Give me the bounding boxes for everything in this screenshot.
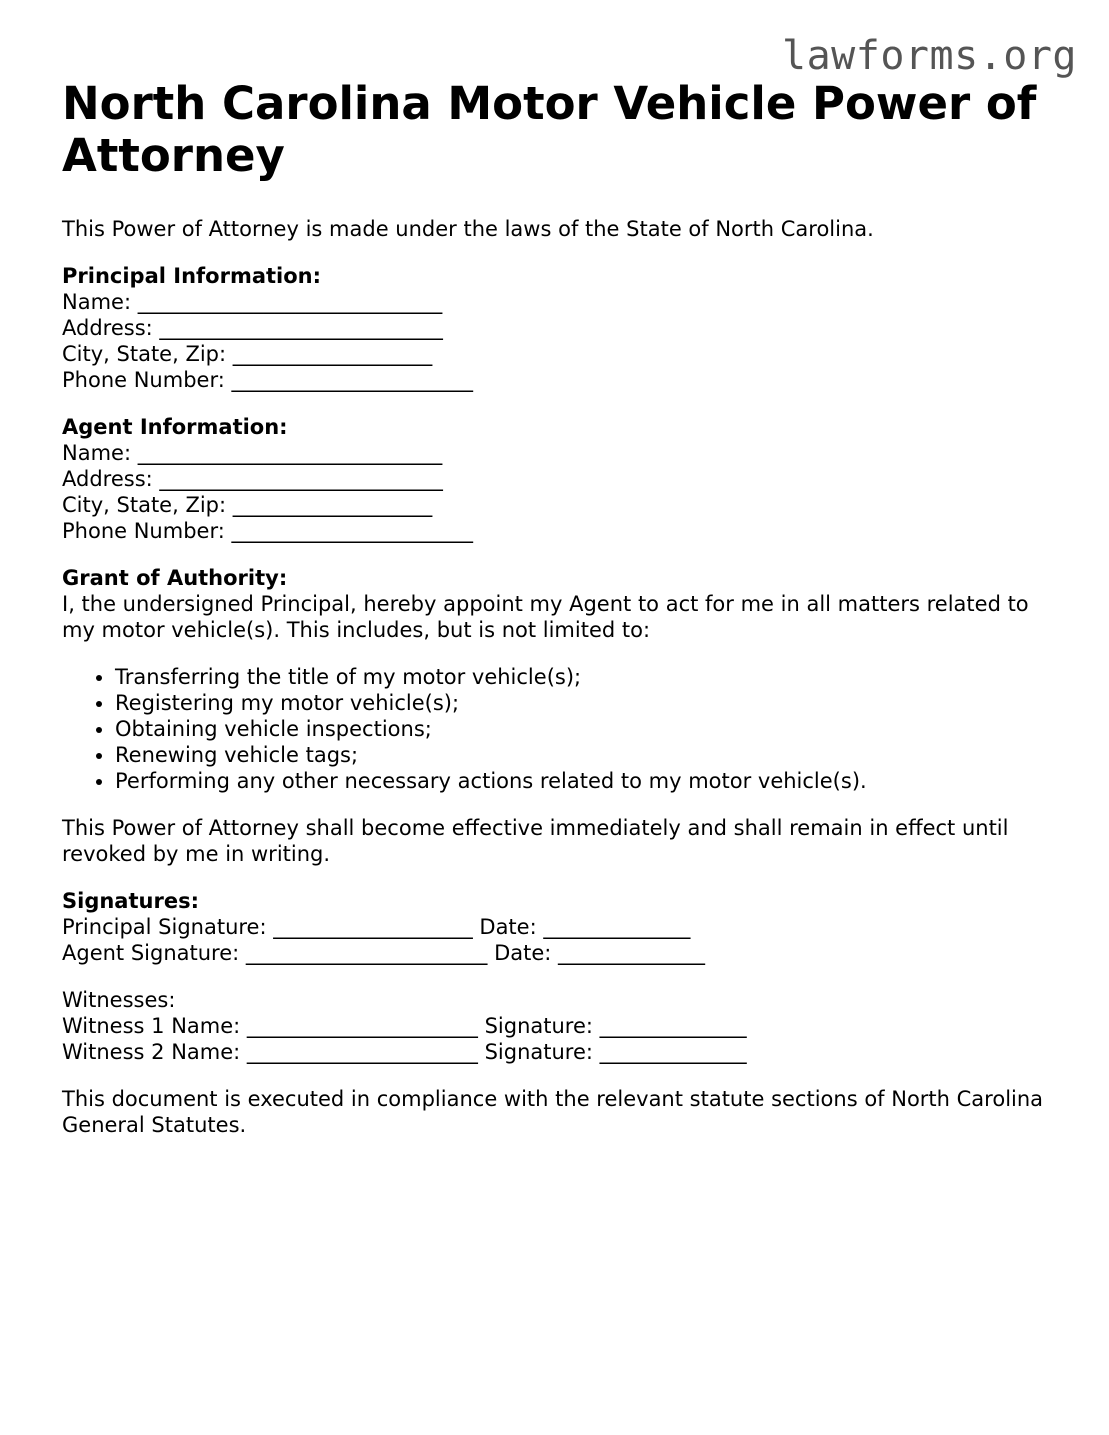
agent-heading: Agent Information: [62, 415, 288, 439]
principal-address-field: Address: ___________________________ [62, 316, 443, 340]
agent-phone-field: Phone Number: _______________________ [62, 519, 473, 543]
agent-city-state-zip-field: City, State, Zip: ___________________ [62, 493, 433, 517]
document-title: North Carolina Motor Vehicle Power of Attorney [62, 77, 1037, 182]
intro-paragraph: This Power of Attorney is made under the laws of the State of North Carolina. [62, 217, 874, 241]
witnesses-heading: Witnesses: [62, 988, 176, 1012]
principal-signature-line: Principal Signature: ___________________ Date: ______________ [62, 915, 691, 939]
witnesses-section [62, 987, 1052, 1065]
signatures-section [62, 888, 1052, 966]
witness-1-line: Witness 1 Name: ______________________ Signature: ______________ [62, 1014, 747, 1038]
principal-heading: Principal Information: [62, 264, 322, 288]
list-item: • Obtaining vehicle inspections; [115, 716, 1052, 742]
list-item: • Transferring the title of my motor vehicle(s); [115, 664, 1052, 690]
witness-2-line: Witness 2 Name: ______________________ Signature: ______________ [62, 1040, 747, 1064]
agent-section [62, 414, 1052, 544]
agent-signature-line: Agent Signature: _______________________ Date: ______________ [62, 941, 706, 965]
principal-name-field: Name: _____________________________ [62, 290, 443, 314]
watermark-logo: lawforms.org [782, 33, 1077, 79]
authority-list [62, 664, 1052, 794]
grant-section [62, 565, 1052, 794]
list-item: • Registering my motor vehicle(s); [115, 690, 1052, 716]
list-item: • Renewing vehicle tags; [115, 742, 1052, 768]
document-page [62, 78, 1052, 1138]
grant-text: I, the undersigned Principal, hereby appoint my Agent to act for me in all matters related to my motor vehicle(s). This includes, but is not limited to: [62, 592, 1029, 642]
principal-phone-field: Phone Number: _______________________ [62, 368, 473, 392]
effective-paragraph: This Power of Attorney shall become effective immediately and shall remain in effect until revoked by me in writing. [62, 816, 1009, 866]
agent-address-field: Address: ___________________________ [62, 467, 443, 491]
list-item: • Performing any other necessary actions related to my motor vehicle(s). [115, 768, 1052, 794]
grant-heading: Grant of Authority: [62, 566, 288, 590]
principal-section [62, 263, 1052, 393]
agent-name-field: Name: _____________________________ [62, 441, 443, 465]
signatures-heading: Signatures: [62, 889, 199, 913]
compliance-paragraph: This document is executed in compliance with the relevant statute sections of North Carolina General Statutes. [62, 1087, 1044, 1137]
principal-city-state-zip-field: City, State, Zip: ___________________ [62, 342, 433, 366]
